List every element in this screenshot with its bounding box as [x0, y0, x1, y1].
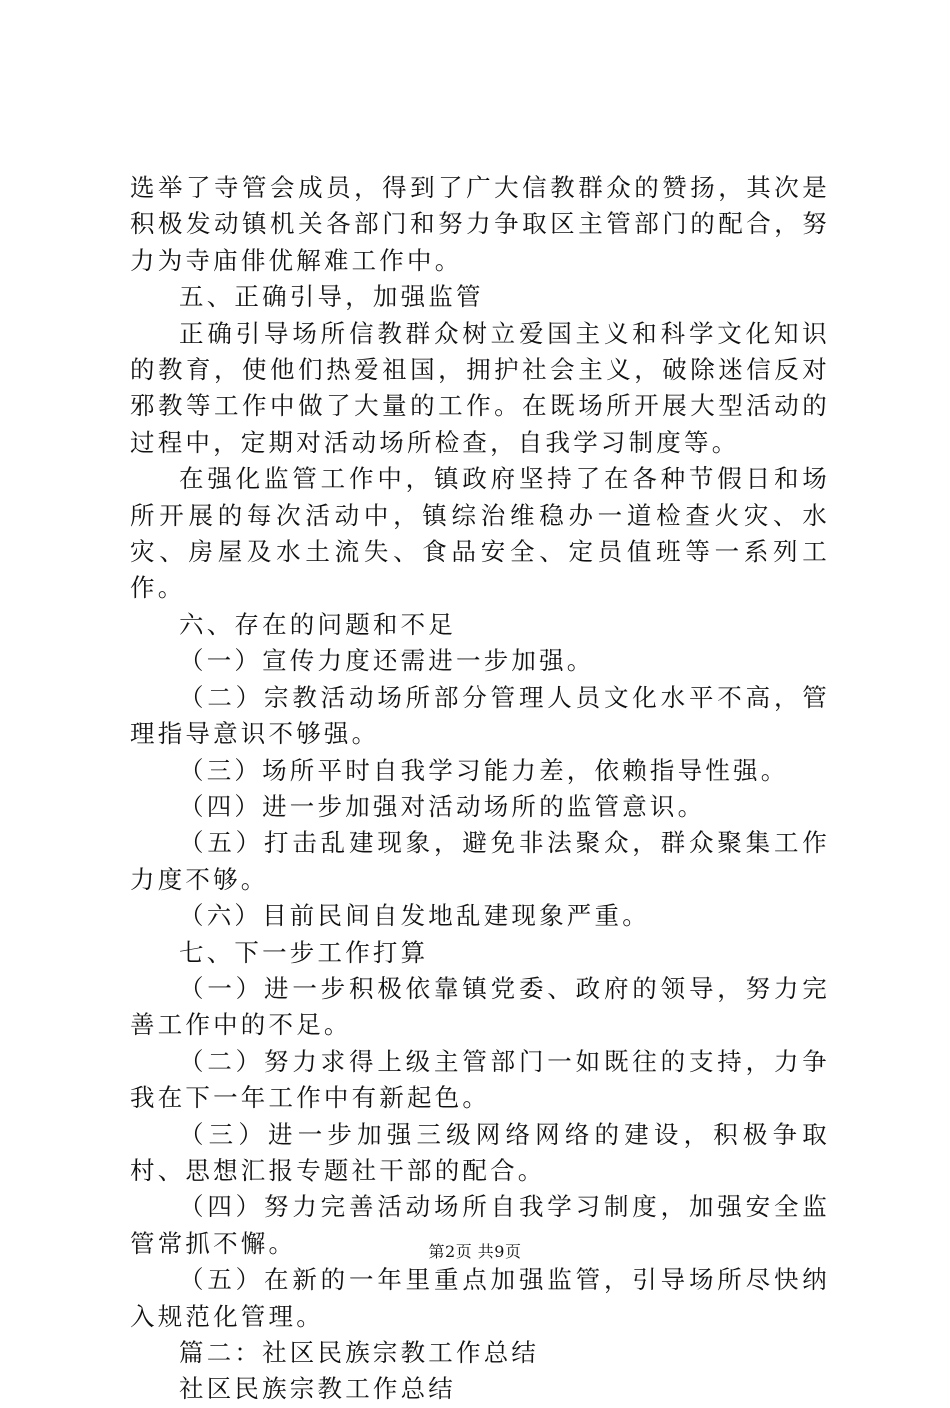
- list-item: （一）宣传力度还需进一步加强。: [179, 646, 595, 676]
- list-item: （三）场所平时自我学习能力差，依赖指导性强。: [179, 755, 789, 785]
- document-subtitle: 社区民族宗教工作总结: [179, 1374, 456, 1404]
- document-body: [130, 170, 830, 1408]
- section-heading-5: 五、正确引导，加强监管: [179, 282, 484, 312]
- chapter-title: 篇二：社区民族宗教工作总结: [179, 1338, 540, 1367]
- list-item: （六）目前民间自发地乱建现象严重。: [179, 901, 650, 931]
- list-item: （二）努力求得上级主管部门一如既往的支持，力争我在下一年工作中有新起色。: [130, 1046, 830, 1113]
- list-item: （三）进一步加强三级网络网络的建设，积极争取村、思想汇报专题社干部的配合。: [130, 1119, 830, 1185]
- list-item: （四）进一步加强对活动场所的监管意识。: [179, 791, 706, 821]
- paragraph: 正确引导场所信教群众树立爱国主义和科学文化知识的教育，使他们热爱祖国，拥护社会主义，破除迷信反对邪教等工作中做了大量的工作。在既场所开展大型活动的过程中，定期对活动场所检查，自我学习制度等。: [130, 318, 830, 457]
- list-item: （一）进一步积极依靠镇党委、政府的领导，努力完善工作中的不足。: [130, 973, 830, 1040]
- paragraph: 在强化监管工作中，镇政府坚持了在各种节假日和场所开展的每次活动中，镇综治维稳办一道检查火灾、水灾、房屋及水土流失、食品安全、定员值班等一系列工作。: [130, 464, 830, 603]
- section-heading-7: 七、下一步工作打算: [179, 937, 429, 967]
- paragraph-continuation: 选举了寺管会成员，得到了广大信教群众的赞扬，其次是积极发动镇机关各部门和努力争取区主管部门的配合，努力为寺庙俳优解难工作中。: [130, 173, 830, 275]
- section-heading-6: 六、存在的问题和不足: [179, 609, 456, 639]
- list-item: （五）在新的一年里重点加强监管，引导场所尽快纳入规范化管理。: [130, 1265, 830, 1331]
- list-item: （二）宗教活动场所部分管理人员文化水平不高，管理指导意识不够强。: [130, 682, 830, 749]
- list-item: （四）努力完善活动场所自我学习制度，加强安全监管常抓不懈。: [130, 1192, 830, 1258]
- page-number-footer: 第2页 共9页: [428, 1242, 522, 1261]
- list-item: （五）打击乱建现象，避免非法聚众，群众聚集工作力度不够。: [130, 828, 830, 894]
